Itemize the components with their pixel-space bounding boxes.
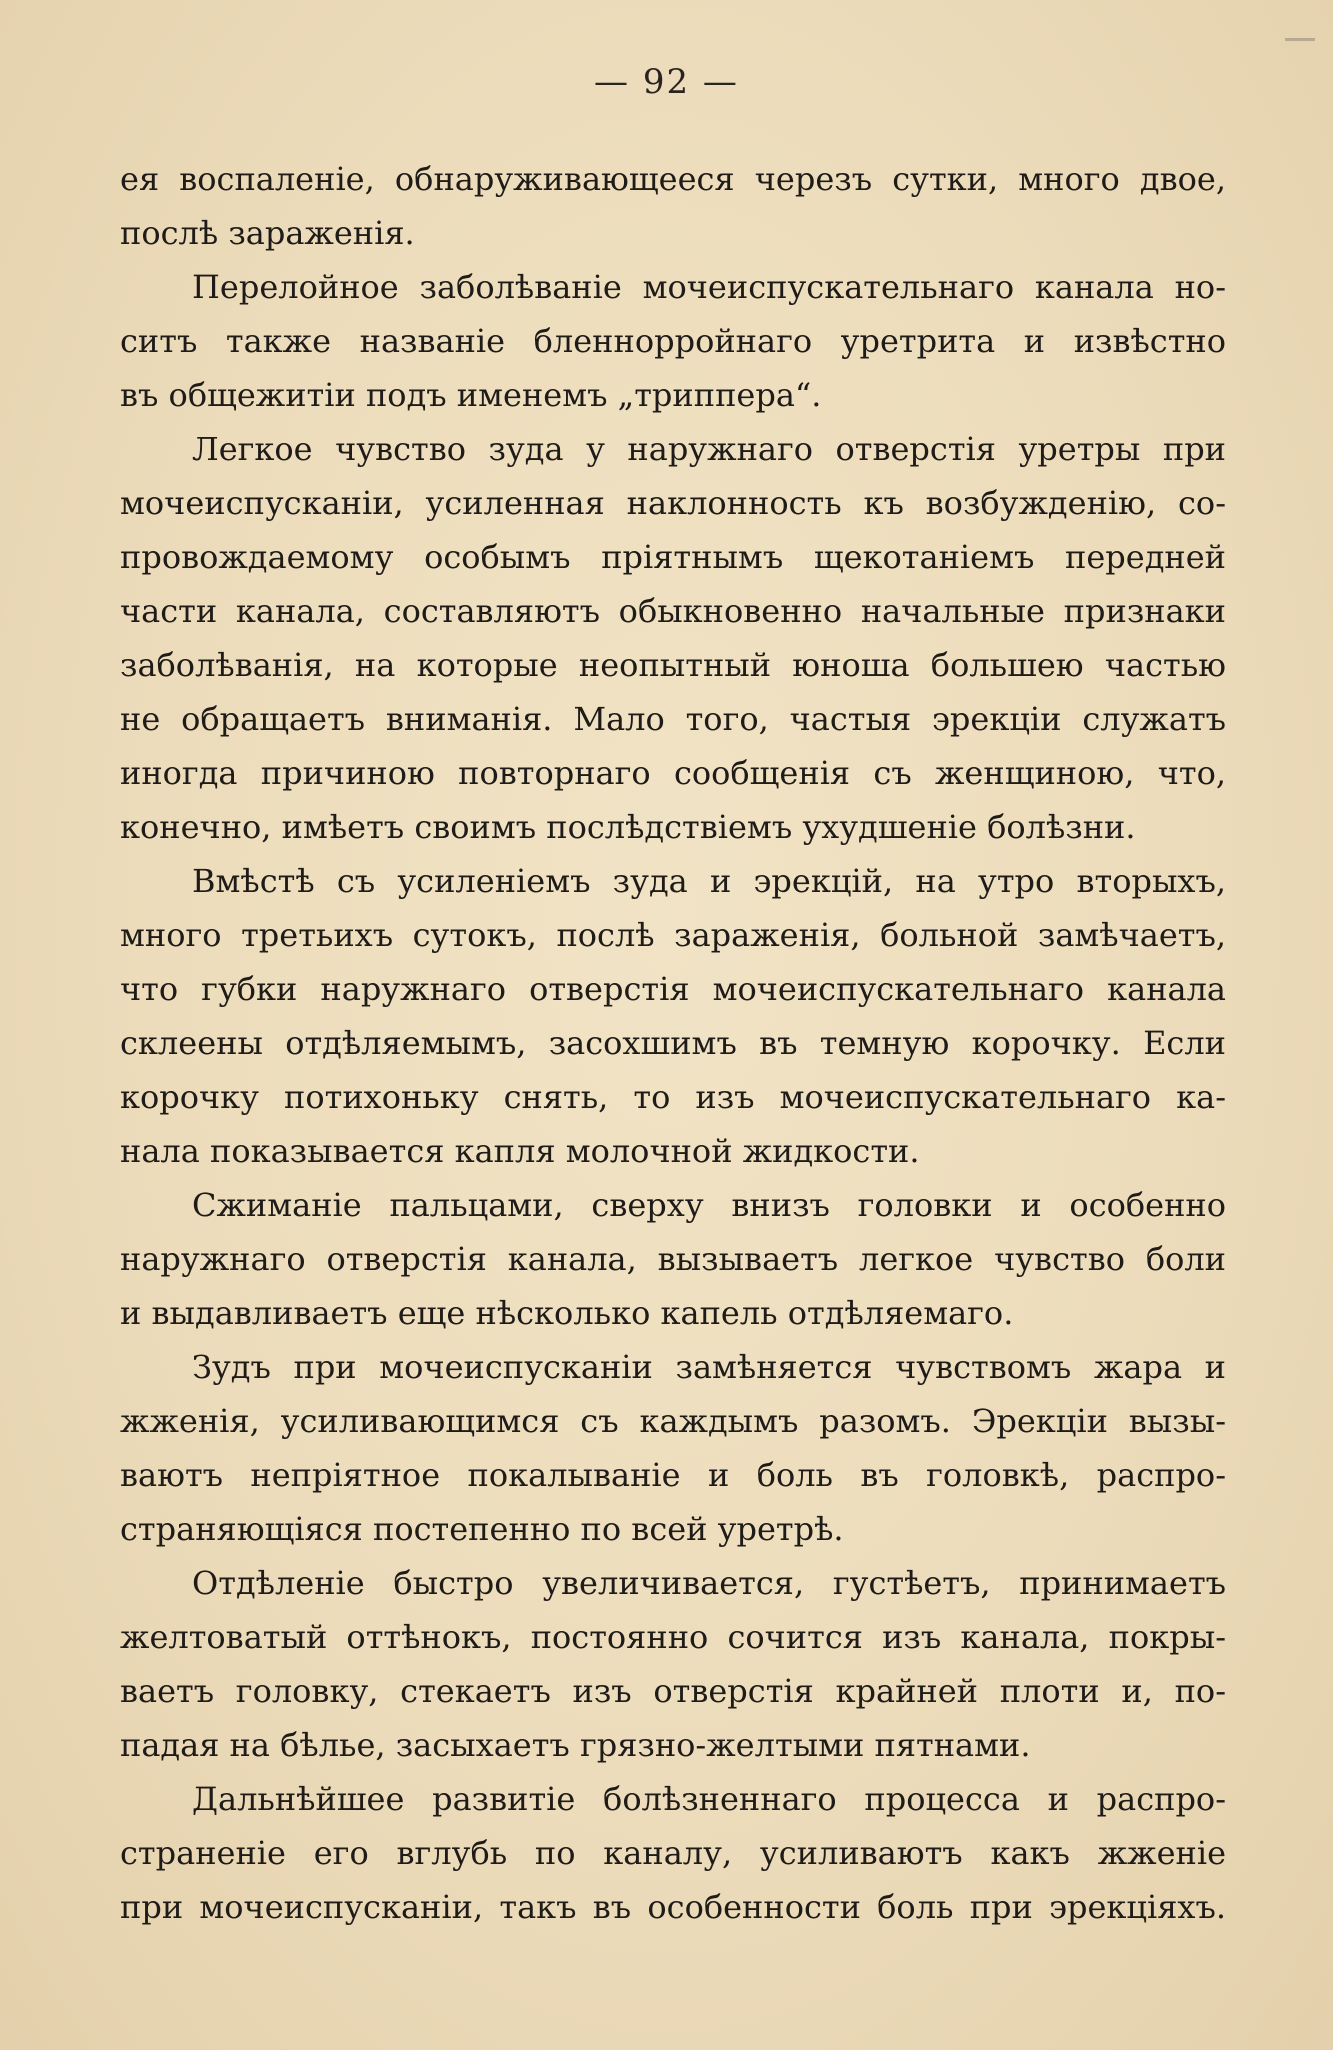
paragraph-4 xyxy=(120,854,1226,1178)
text-line: корочку потихоньку снять, то изъ мочеиспускательнаго ка- xyxy=(120,1078,1226,1116)
text-line: страненіе его вглубь по каналу, усиливаютъ какъ жженіе xyxy=(120,1834,1226,1872)
paragraph-5 xyxy=(120,1178,1226,1340)
text-line: жженія, усиливающимся съ каждымъ разомъ. Эрекціи вызы- xyxy=(120,1402,1226,1440)
text-line: Перелойное заболѣваніе мочеиспускательнаго канала но- xyxy=(192,268,1226,306)
text-line: Дальнѣйшее развитіе болѣзненнаго процесса и распро- xyxy=(192,1780,1226,1818)
text-line: мочеиспусканіи, усиленная наклонность къ возбужденію, со- xyxy=(120,484,1226,522)
text-line: провождаемому особымъ пріятнымъ щекотаніемъ передней xyxy=(120,538,1226,576)
text-line: послѣ зараженія. xyxy=(120,214,415,252)
text-line: заболѣванія, на которые неопытный юноша большею частью xyxy=(120,646,1226,684)
text-line: въ общежитіи подъ именемъ „триппера“. xyxy=(120,376,822,414)
text-line: наружнаго отверстія канала, вызываетъ легкое чувство боли xyxy=(120,1240,1226,1278)
text-line: конечно, имѣетъ своимъ послѣдствіемъ ухудшеніе болѣзни. xyxy=(120,808,1136,846)
text-line: ея воспаленіе, обнаруживающееся черезъ сутки, много двое, xyxy=(120,160,1226,198)
text-line: страняющіяся постепенно по всей уретрѣ. xyxy=(120,1510,844,1548)
text-line: Сжиманіе пальцами, сверху внизъ головки и особенно xyxy=(192,1186,1226,1224)
text-line: много третьихъ сутокъ, послѣ зараженія, больной замѣчаетъ, xyxy=(120,916,1226,954)
text-line: нала показывается капля молочной жидкости. xyxy=(120,1132,920,1170)
text-line: ваетъ головку, стекаетъ изъ отверстія крайней плоти и, по- xyxy=(120,1672,1226,1710)
text-line: падая на бѣлье, засыхаетъ грязно-желтыми пятнами. xyxy=(120,1726,1031,1764)
body-text xyxy=(120,152,1226,1934)
corner-mark xyxy=(1285,38,1315,41)
paragraph-2 xyxy=(120,260,1226,422)
text-line: ситъ также названіе бленнорройнаго уретрита и извѣстно xyxy=(120,322,1226,360)
paragraph-8 xyxy=(120,1772,1226,1934)
page-number: — 92 — xyxy=(594,62,739,102)
text-line: Легкое чувство зуда у наружнаго отверстія уретры при xyxy=(192,430,1226,468)
paragraph-1 xyxy=(120,152,1226,260)
text-line: ваютъ непріятное покалываніе и боль въ головкѣ, распро- xyxy=(120,1456,1226,1494)
text-line: не обращаетъ вниманія. Мало того, частыя эрекціи служатъ xyxy=(120,700,1226,738)
text-line: склеены отдѣляемымъ, засохшимъ въ темную корочку. Если xyxy=(120,1024,1226,1062)
text-line: при мочеиспусканіи, такъ въ особенности боль при эрекціяхъ. xyxy=(120,1888,1226,1926)
text-line: и выдавливаетъ еще нѣсколько капель отдѣляемаго. xyxy=(120,1294,1014,1332)
text-line: желтоватый оттѣнокъ, постоянно сочится изъ канала, покры- xyxy=(120,1618,1226,1656)
paragraph-7 xyxy=(120,1556,1226,1772)
paragraph-3 xyxy=(120,422,1226,854)
paragraph-6 xyxy=(120,1340,1226,1556)
text-line: иногда причиною повторнаго сообщенія съ женщиною, что, xyxy=(120,754,1226,792)
text-line: части канала, составляютъ обыкновенно начальные признаки xyxy=(120,592,1226,630)
text-line: Вмѣстѣ съ усиленіемъ зуда и эрекцій, на утро вторыхъ, xyxy=(192,862,1226,900)
text-line: Отдѣленіе быстро увеличивается, густѣетъ, принимаетъ xyxy=(192,1564,1226,1602)
text-line: Зудъ при мочеиспусканіи замѣняется чувствомъ жара и xyxy=(192,1348,1226,1386)
text-line: что губки наружнаго отверстія мочеиспускательнаго канала xyxy=(120,970,1226,1008)
